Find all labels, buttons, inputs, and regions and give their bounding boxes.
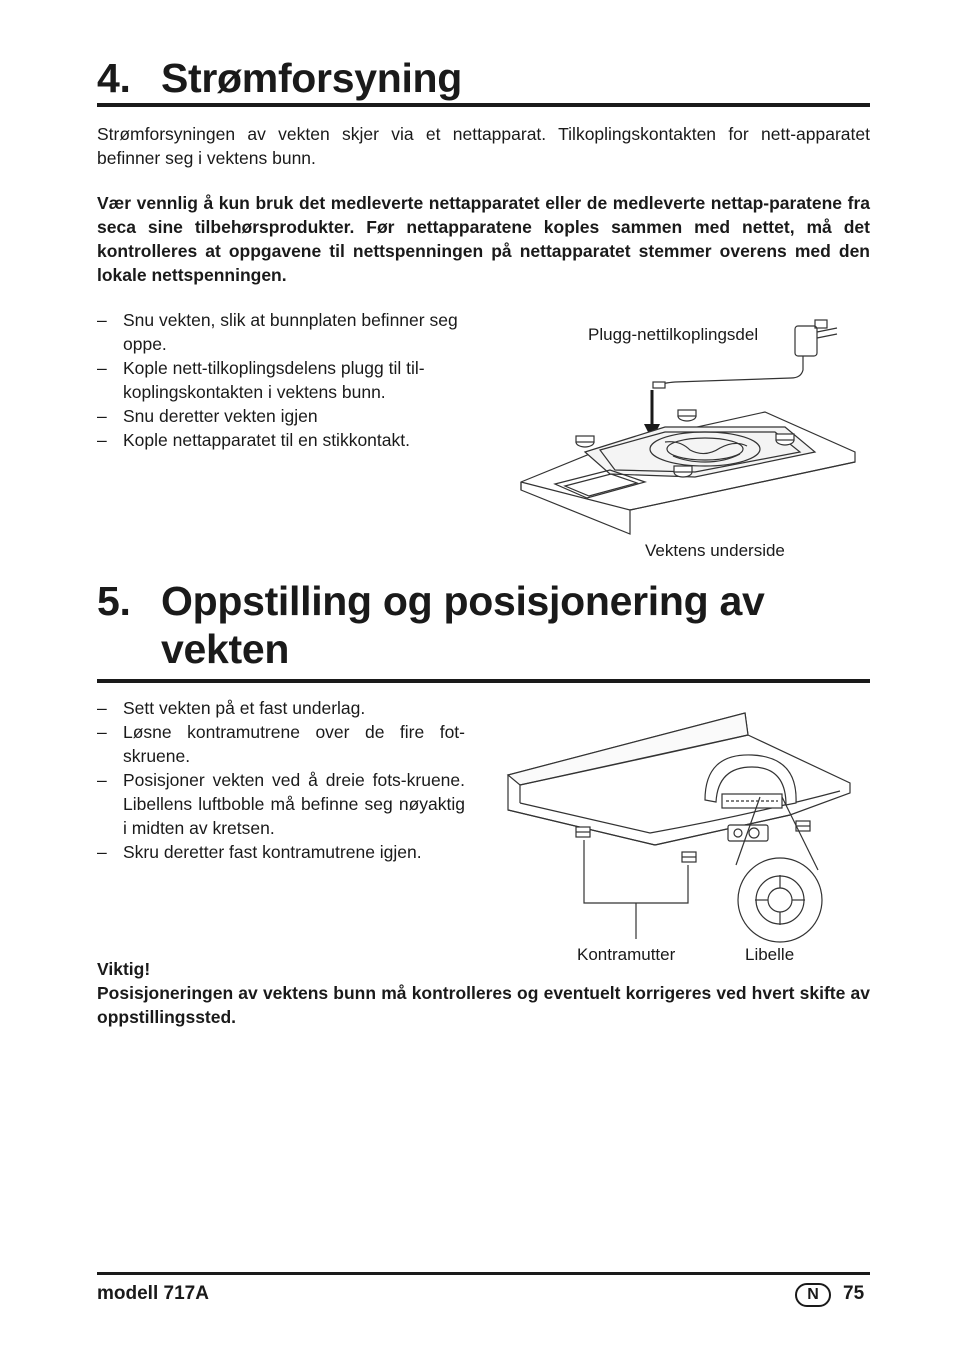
section-4-title: Strømforsyning — [161, 55, 463, 101]
list-item: – Kople nett-tilkoplingsdelens plugg til til-koplingskontakten i vektens bunn. — [97, 358, 425, 402]
list-item: – Snu deretter vekten igjen — [97, 406, 318, 426]
list-item: – Snu vekten, slik at bunnplaten befinner seg oppe. — [97, 310, 458, 354]
scale-underside-illustration — [515, 312, 860, 544]
figure-label-plug: Plugg-nettilkoplingsdel — [588, 325, 759, 344]
section-5-title-line1: Oppstilling og posisjonering av — [161, 578, 765, 624]
list-item: – Kople nettapparatet til en stikkontakt. — [97, 430, 410, 450]
note-text: Posisjoneringen av vektens bunn må kontrolleres og eventuelt korrigeres ved hvert skifte av oppstillingssted. — [97, 983, 870, 1027]
section-5-number: 5. — [97, 578, 131, 624]
figure-label-underside: Vektens underside — [645, 541, 785, 560]
section-5-rule — [97, 679, 870, 683]
list-item: – Skru deretter fast kontramutrene igjen. — [97, 842, 422, 862]
section-4-intro: Strømforsyningen av vekten skjer via et nettapparat. Tilkoplingskontakten for nett-apparatet befinner seg i vektens bunn. — [97, 124, 870, 168]
note-title: Viktig! — [97, 959, 151, 979]
list-item: – Sett vekten på et fast underlag. — [97, 698, 366, 718]
figure-label-level: Libelle — [745, 945, 795, 964]
page-number: 75 — [843, 1283, 865, 1304]
section-5-steps — [97, 696, 465, 864]
section-4-warning: Vær vennlig å kun bruk det medleverte nettapparatet eller de medleverte nettap-paratene fra seca sine tilbehørsprodukter. Før nettapparatene koples sammen med nettet, må det kontrolleres at oppgavene til nettspenningen på nettapparatet stemmer overens med den lokale nettspenningen. — [97, 193, 870, 285]
footer-model: modell 717A — [97, 1283, 209, 1304]
figure-label-counter-nut: Kontramutter — [577, 945, 676, 964]
section-5-heading — [97, 578, 870, 674]
section-4-heading — [97, 55, 870, 103]
scale-level-illustration — [500, 705, 860, 945]
footer-rule — [97, 1272, 870, 1275]
section-4-steps — [97, 308, 465, 452]
section-4-rule — [97, 103, 870, 107]
section-5-title-line2: vekten — [161, 626, 290, 672]
section-4-number: 4. — [97, 55, 131, 101]
list-item: – Løsne kontramutrene over de fire fot-skruene. — [97, 722, 465, 766]
list-item: – Posisjoner vekten ved å dreie fots-kruene. Libellens luftboble må befinne seg nøyaktig i midten av kretsen. — [97, 770, 465, 838]
language-badge: N — [795, 1283, 831, 1307]
